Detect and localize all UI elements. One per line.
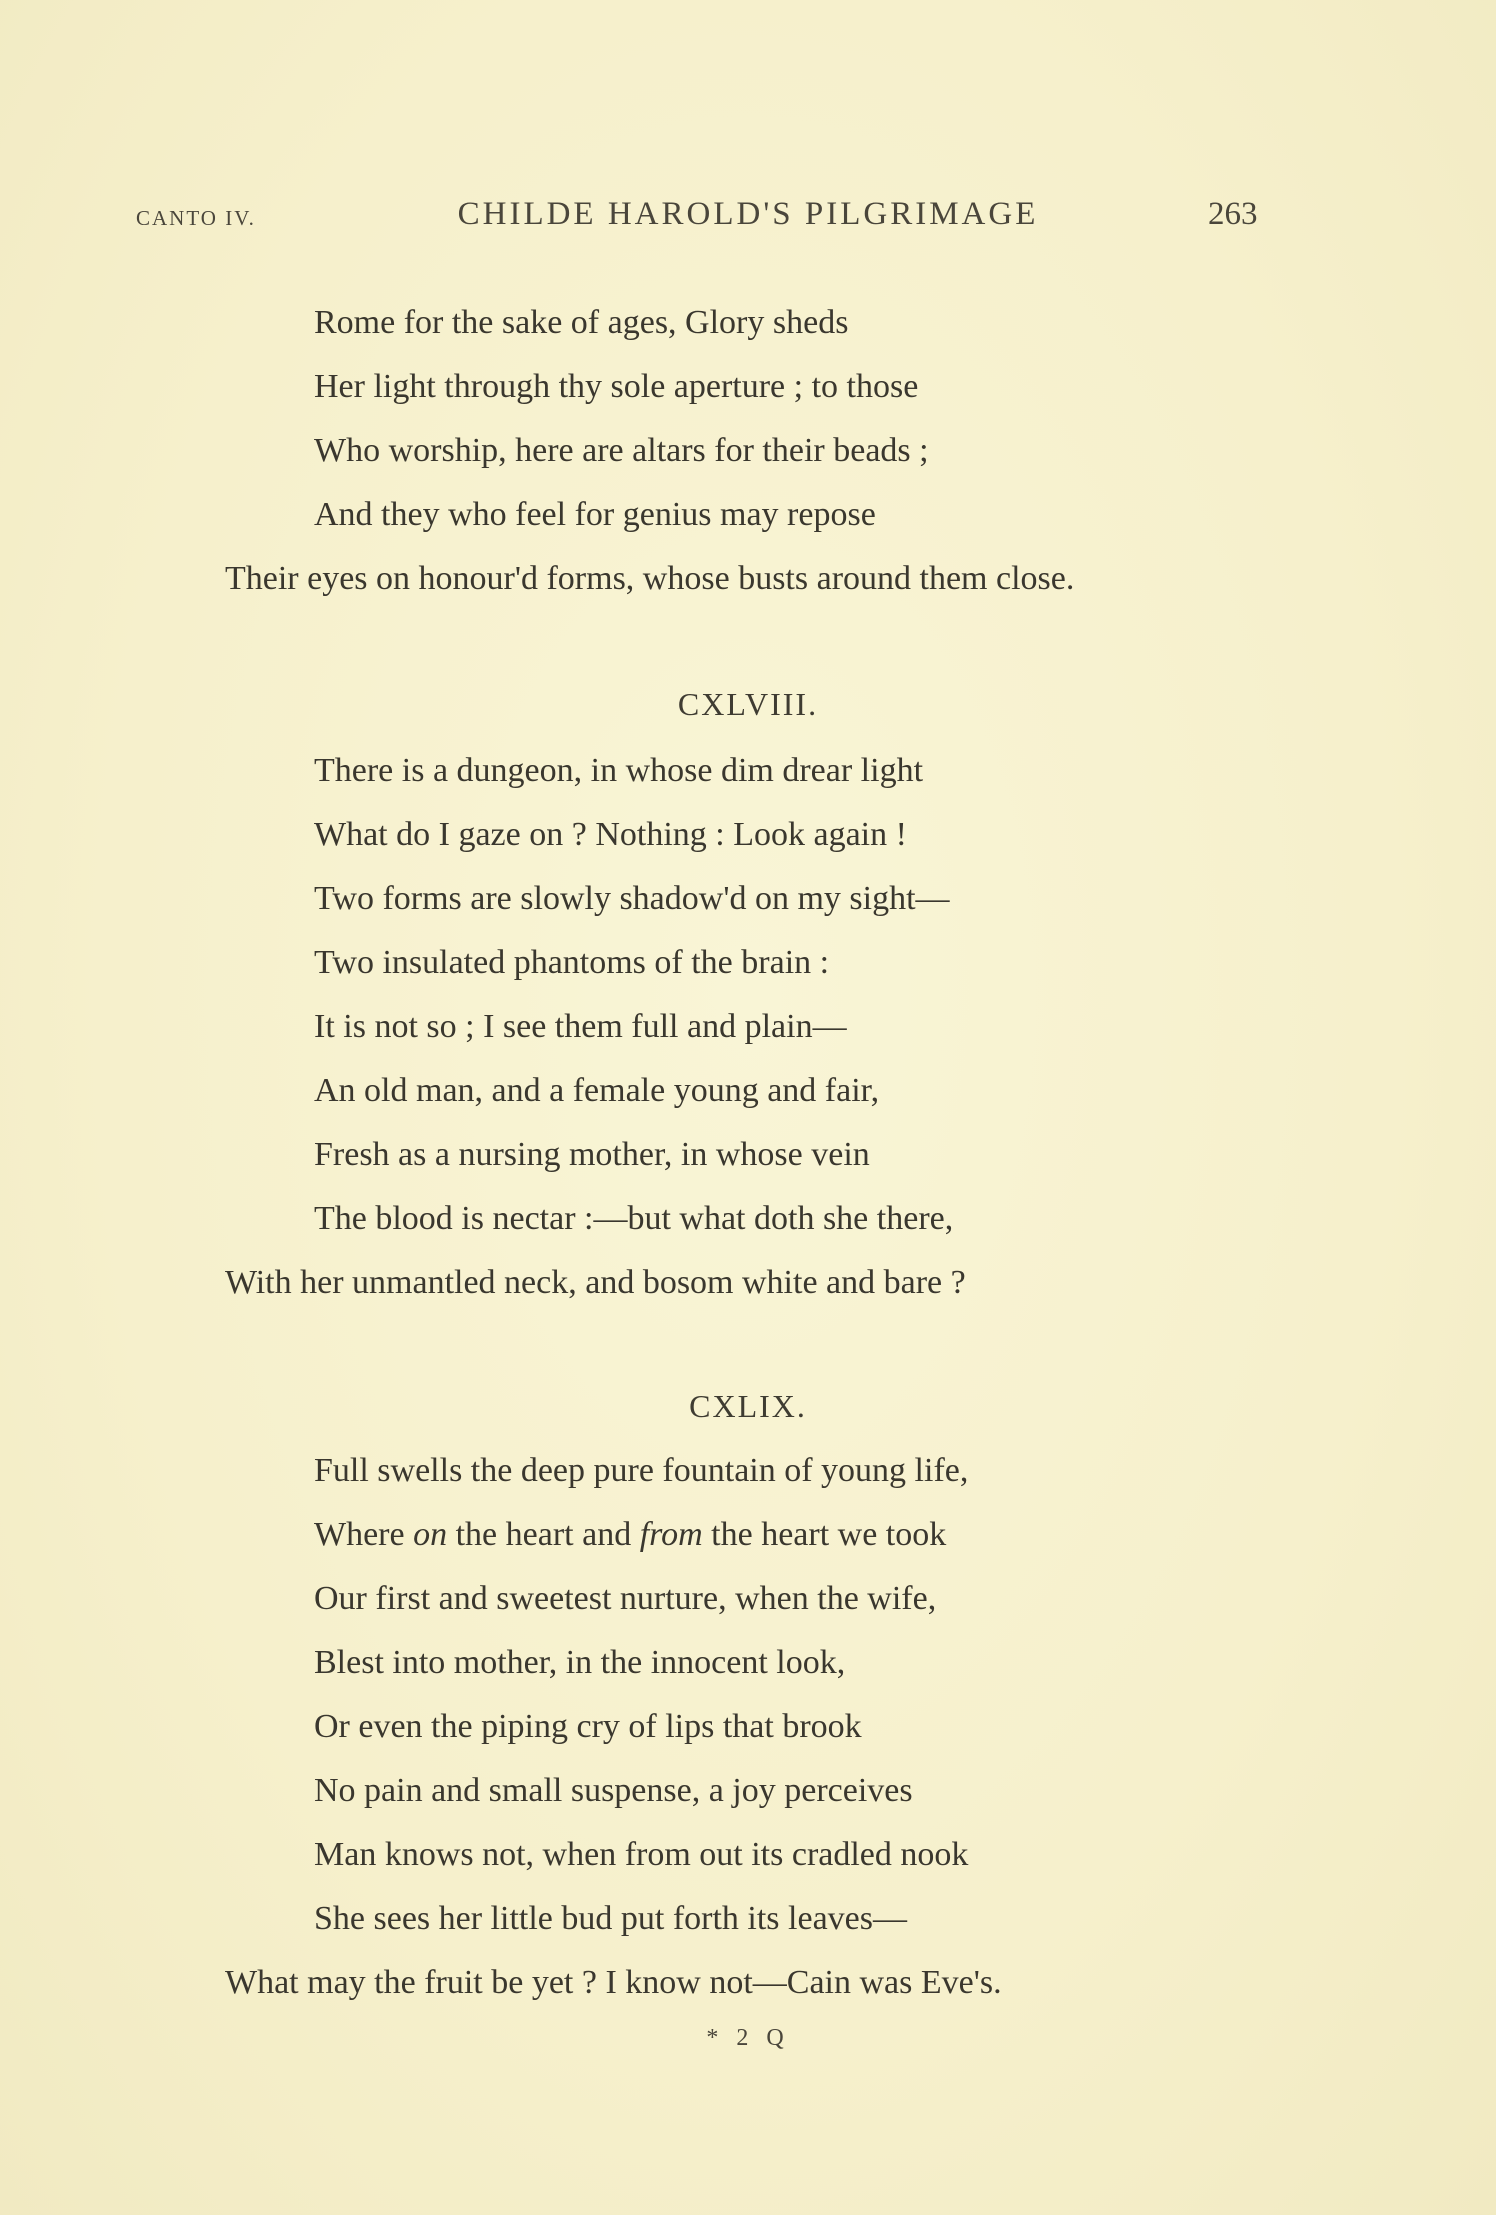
verse-line: Rome for the sake of ages, Glory sheds: [314, 304, 849, 341]
stanza-number: CXLIX.: [689, 1388, 807, 1424]
verse-text: the heart we took: [702, 1516, 947, 1553]
page-number: 263: [1208, 196, 1258, 232]
running-head: [0, 196, 1496, 240]
verse-line: There is a dungeon, in whose dim drear light: [314, 752, 924, 789]
italic-word: on: [413, 1516, 448, 1553]
verse-line: Or even the piping cry of lips that brook: [314, 1708, 862, 1745]
book-title: CHILDE HAROLD'S PILGRIMAGE: [457, 196, 1039, 232]
verse-line: Full swells the deep pure fountain of young life,: [314, 1452, 969, 1489]
verse-line: Two forms are slowly shadow'd on my sight—: [314, 880, 950, 917]
verse-line: And they who feel for genius may repose: [314, 496, 876, 533]
verse-line: What do I gaze on ? Nothing : Look again !: [314, 816, 907, 853]
verse-line: What may the fruit be yet ? I know not—Cain was Eve's.: [225, 1964, 1002, 2001]
signature-mark: * 2 Q: [706, 2025, 790, 2051]
stanza-number: CXLVIII.: [677, 686, 819, 722]
verse-line: It is not so ; I see them full and plain—: [314, 1008, 847, 1045]
verse-line: Man knows not, when from out its cradled nook: [314, 1836, 969, 1873]
verse-line: She sees her little bud put forth its leaves—: [314, 1900, 907, 1937]
verse-line: Blest into mother, in the innocent look,: [314, 1644, 846, 1681]
verse-line: With her unmantled neck, and bosom white and bare ?: [225, 1264, 966, 1301]
verse-line: Our first and sweetest nurture, when the wife,: [314, 1580, 937, 1617]
verse-line: Their eyes on honour'd forms, whose busts around them close.: [225, 560, 1075, 597]
verse-line: An old man, and a female young and fair,: [314, 1072, 880, 1109]
verse-text: the heart and: [447, 1516, 640, 1553]
canto-label: CANTO IV.: [136, 206, 256, 230]
verse-line: Two insulated phantoms of the brain :: [314, 944, 830, 981]
verse-line: Her light through thy sole aperture ; to those: [314, 368, 919, 405]
verse-text: Where: [314, 1516, 414, 1553]
italic-word: from: [639, 1516, 703, 1553]
verse-line: No pain and small suspense, a joy perceives: [314, 1772, 913, 1809]
verse-line: The blood is nectar :—but what doth she there,: [314, 1200, 954, 1237]
verse-line: [314, 1516, 946, 1554]
verse-line: Who worship, here are altars for their beads ;: [314, 432, 929, 469]
verse-line: Fresh as a nursing mother, in whose vein: [314, 1136, 870, 1173]
